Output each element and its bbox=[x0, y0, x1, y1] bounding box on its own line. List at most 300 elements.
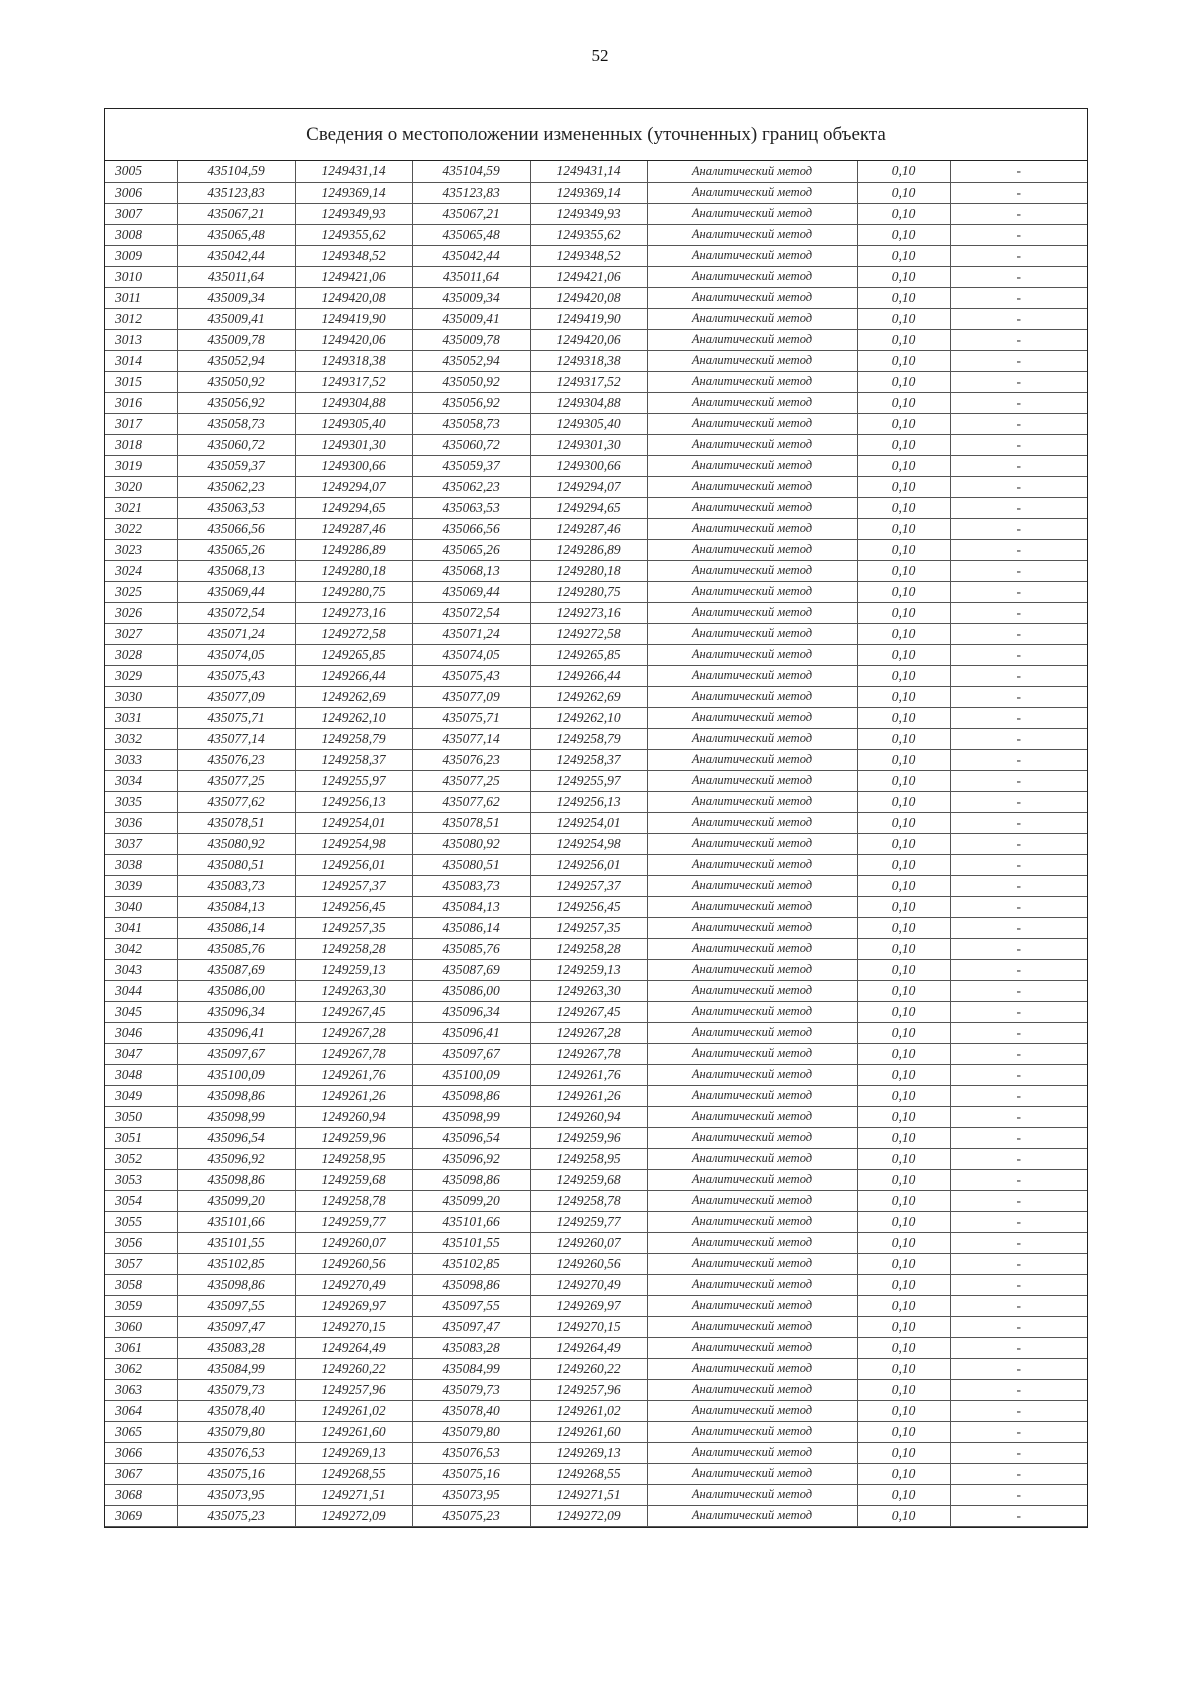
y-old-cell: 1249317,52 bbox=[295, 371, 412, 392]
note-cell: - bbox=[950, 497, 1087, 518]
table-row bbox=[105, 749, 1087, 770]
y-new-cell: 1249304,88 bbox=[530, 392, 647, 413]
y-old-cell: 1249294,65 bbox=[295, 497, 412, 518]
x-old-cell: 435058,73 bbox=[177, 413, 295, 434]
note-cell: - bbox=[950, 1253, 1087, 1274]
y-new-cell: 1249265,85 bbox=[530, 644, 647, 665]
note-cell: - bbox=[950, 1043, 1087, 1064]
table-row bbox=[105, 203, 1087, 224]
page-number: 52 bbox=[591, 46, 609, 65]
method-cell: Аналитический метод bbox=[647, 1022, 857, 1043]
x-old-cell: 435009,34 bbox=[177, 287, 295, 308]
method-cell: Аналитический метод bbox=[647, 224, 857, 245]
y-new-cell: 1249420,08 bbox=[530, 287, 647, 308]
note-cell: - bbox=[950, 350, 1087, 371]
x-old-cell: 435059,37 bbox=[177, 455, 295, 476]
y-old-cell: 1249258,28 bbox=[295, 938, 412, 959]
point-number-cell: 3054 bbox=[105, 1190, 177, 1211]
accuracy-cell: 0,10 bbox=[857, 1232, 950, 1253]
note-cell: - bbox=[950, 434, 1087, 455]
y-old-cell: 1249271,51 bbox=[295, 1484, 412, 1505]
note-cell: - bbox=[950, 749, 1087, 770]
x-new-cell: 435098,99 bbox=[412, 1106, 530, 1127]
y-old-cell: 1249260,94 bbox=[295, 1106, 412, 1127]
point-number-cell: 3009 bbox=[105, 245, 177, 266]
y-new-cell: 1249287,46 bbox=[530, 518, 647, 539]
y-old-cell: 1249369,14 bbox=[295, 182, 412, 203]
note-cell: - bbox=[950, 539, 1087, 560]
x-old-cell: 435050,92 bbox=[177, 371, 295, 392]
x-new-cell: 435083,73 bbox=[412, 875, 530, 896]
x-new-cell: 435078,51 bbox=[412, 812, 530, 833]
x-old-cell: 435073,95 bbox=[177, 1484, 295, 1505]
table-row bbox=[105, 350, 1087, 371]
x-old-cell: 435075,71 bbox=[177, 707, 295, 728]
x-old-cell: 435075,16 bbox=[177, 1463, 295, 1484]
y-new-cell: 1249261,76 bbox=[530, 1064, 647, 1085]
x-old-cell: 435063,53 bbox=[177, 497, 295, 518]
table-row bbox=[105, 413, 1087, 434]
table-row bbox=[105, 1064, 1087, 1085]
y-old-cell: 1249420,06 bbox=[295, 329, 412, 350]
table-row bbox=[105, 812, 1087, 833]
table-row bbox=[105, 476, 1087, 497]
y-old-cell: 1249259,96 bbox=[295, 1127, 412, 1148]
x-old-cell: 435087,69 bbox=[177, 959, 295, 980]
note-cell: - bbox=[950, 203, 1087, 224]
y-new-cell: 1249270,15 bbox=[530, 1316, 647, 1337]
y-old-cell: 1249419,90 bbox=[295, 308, 412, 329]
note-cell: - bbox=[950, 1085, 1087, 1106]
y-old-cell: 1249280,18 bbox=[295, 560, 412, 581]
x-new-cell: 435096,92 bbox=[412, 1148, 530, 1169]
x-old-cell: 435069,44 bbox=[177, 581, 295, 602]
method-cell: Аналитический метод bbox=[647, 1169, 857, 1190]
point-number-cell: 3063 bbox=[105, 1379, 177, 1400]
method-cell: Аналитический метод bbox=[647, 1463, 857, 1484]
x-old-cell: 435079,80 bbox=[177, 1421, 295, 1442]
y-old-cell: 1249259,77 bbox=[295, 1211, 412, 1232]
y-new-cell: 1249301,30 bbox=[530, 434, 647, 455]
x-new-cell: 435042,44 bbox=[412, 245, 530, 266]
table-row bbox=[105, 917, 1087, 938]
y-new-cell: 1249267,28 bbox=[530, 1022, 647, 1043]
x-old-cell: 435101,66 bbox=[177, 1211, 295, 1232]
method-cell: Аналитический метод bbox=[647, 539, 857, 560]
table-row bbox=[105, 770, 1087, 791]
point-number-cell: 3043 bbox=[105, 959, 177, 980]
x-new-cell: 435098,86 bbox=[412, 1085, 530, 1106]
method-cell: Аналитический метод bbox=[647, 749, 857, 770]
table-row bbox=[105, 1211, 1087, 1232]
method-cell: Аналитический метод bbox=[647, 686, 857, 707]
y-new-cell: 1249317,52 bbox=[530, 371, 647, 392]
y-old-cell: 1249258,37 bbox=[295, 749, 412, 770]
x-old-cell: 435098,86 bbox=[177, 1085, 295, 1106]
accuracy-cell: 0,10 bbox=[857, 1274, 950, 1295]
point-number-cell: 3007 bbox=[105, 203, 177, 224]
x-old-cell: 435086,00 bbox=[177, 980, 295, 1001]
point-number-cell: 3032 bbox=[105, 728, 177, 749]
point-number-cell: 3048 bbox=[105, 1064, 177, 1085]
y-old-cell: 1249268,55 bbox=[295, 1463, 412, 1484]
note-cell: - bbox=[950, 833, 1087, 854]
method-cell: Аналитический метод bbox=[647, 581, 857, 602]
y-new-cell: 1249272,58 bbox=[530, 623, 647, 644]
x-new-cell: 435067,21 bbox=[412, 203, 530, 224]
method-cell: Аналитический метод bbox=[647, 1295, 857, 1316]
y-new-cell: 1249260,07 bbox=[530, 1232, 647, 1253]
x-new-cell: 435086,14 bbox=[412, 917, 530, 938]
accuracy-cell: 0,10 bbox=[857, 1463, 950, 1484]
y-new-cell: 1249280,75 bbox=[530, 581, 647, 602]
note-cell: - bbox=[950, 1295, 1087, 1316]
note-cell: - bbox=[950, 371, 1087, 392]
y-old-cell: 1249286,89 bbox=[295, 539, 412, 560]
table-row bbox=[105, 938, 1087, 959]
accuracy-cell: 0,10 bbox=[857, 665, 950, 686]
y-new-cell: 1249257,96 bbox=[530, 1379, 647, 1400]
note-cell: - bbox=[950, 728, 1087, 749]
note-cell: - bbox=[950, 161, 1087, 182]
y-old-cell: 1249257,35 bbox=[295, 917, 412, 938]
table-row bbox=[105, 1358, 1087, 1379]
accuracy-cell: 0,10 bbox=[857, 644, 950, 665]
point-number-cell: 3020 bbox=[105, 476, 177, 497]
point-number-cell: 3062 bbox=[105, 1358, 177, 1379]
table-row bbox=[105, 392, 1087, 413]
x-new-cell: 435077,14 bbox=[412, 728, 530, 749]
point-number-cell: 3030 bbox=[105, 686, 177, 707]
note-cell: - bbox=[950, 1001, 1087, 1022]
x-old-cell: 435062,23 bbox=[177, 476, 295, 497]
accuracy-cell: 0,10 bbox=[857, 1127, 950, 1148]
point-number-cell: 3016 bbox=[105, 392, 177, 413]
method-cell: Аналитический метод bbox=[647, 455, 857, 476]
x-old-cell: 435080,51 bbox=[177, 854, 295, 875]
point-number-cell: 3042 bbox=[105, 938, 177, 959]
y-old-cell: 1249261,26 bbox=[295, 1085, 412, 1106]
note-cell: - bbox=[950, 1148, 1087, 1169]
method-cell: Аналитический метод bbox=[647, 1190, 857, 1211]
accuracy-cell: 0,10 bbox=[857, 161, 950, 182]
y-old-cell: 1249300,66 bbox=[295, 455, 412, 476]
x-new-cell: 435011,64 bbox=[412, 266, 530, 287]
x-old-cell: 435060,72 bbox=[177, 434, 295, 455]
note-cell: - bbox=[950, 476, 1087, 497]
table-row bbox=[105, 434, 1087, 455]
table-row bbox=[105, 1148, 1087, 1169]
x-old-cell: 435078,51 bbox=[177, 812, 295, 833]
y-new-cell: 1249272,09 bbox=[530, 1505, 647, 1526]
method-cell: Аналитический метод bbox=[647, 644, 857, 665]
accuracy-cell: 0,10 bbox=[857, 203, 950, 224]
point-number-cell: 3036 bbox=[105, 812, 177, 833]
x-new-cell: 435065,26 bbox=[412, 539, 530, 560]
method-cell: Аналитический метод bbox=[647, 476, 857, 497]
method-cell: Аналитический метод bbox=[647, 1505, 857, 1526]
x-new-cell: 435098,86 bbox=[412, 1274, 530, 1295]
y-new-cell: 1249261,60 bbox=[530, 1421, 647, 1442]
point-number-cell: 3022 bbox=[105, 518, 177, 539]
x-old-cell: 435074,05 bbox=[177, 644, 295, 665]
point-number-cell: 3049 bbox=[105, 1085, 177, 1106]
accuracy-cell: 0,10 bbox=[857, 1085, 950, 1106]
table-row bbox=[105, 1484, 1087, 1505]
boundary-table bbox=[104, 108, 1088, 1528]
x-old-cell: 435097,55 bbox=[177, 1295, 295, 1316]
x-old-cell: 435077,25 bbox=[177, 770, 295, 791]
note-cell: - bbox=[950, 1022, 1087, 1043]
x-old-cell: 435076,53 bbox=[177, 1442, 295, 1463]
point-number-cell: 3024 bbox=[105, 560, 177, 581]
x-old-cell: 435098,99 bbox=[177, 1106, 295, 1127]
note-cell: - bbox=[950, 1379, 1087, 1400]
method-cell: Аналитический метод bbox=[647, 875, 857, 896]
accuracy-cell: 0,10 bbox=[857, 182, 950, 203]
point-number-cell: 3044 bbox=[105, 980, 177, 1001]
x-old-cell: 435072,54 bbox=[177, 602, 295, 623]
x-old-cell: 435084,13 bbox=[177, 896, 295, 917]
x-new-cell: 435101,66 bbox=[412, 1211, 530, 1232]
x-new-cell: 435080,92 bbox=[412, 833, 530, 854]
point-number-cell: 3055 bbox=[105, 1211, 177, 1232]
point-number-cell: 3029 bbox=[105, 665, 177, 686]
table-row bbox=[105, 245, 1087, 266]
y-old-cell: 1249280,75 bbox=[295, 581, 412, 602]
method-cell: Аналитический метод bbox=[647, 371, 857, 392]
accuracy-cell: 0,10 bbox=[857, 1022, 950, 1043]
accuracy-cell: 0,10 bbox=[857, 875, 950, 896]
note-cell: - bbox=[950, 1169, 1087, 1190]
x-old-cell: 435009,78 bbox=[177, 329, 295, 350]
accuracy-cell: 0,10 bbox=[857, 1001, 950, 1022]
point-number-cell: 3034 bbox=[105, 770, 177, 791]
x-old-cell: 435079,73 bbox=[177, 1379, 295, 1400]
accuracy-cell: 0,10 bbox=[857, 1211, 950, 1232]
point-number-cell: 3014 bbox=[105, 350, 177, 371]
y-new-cell: 1249258,79 bbox=[530, 728, 647, 749]
table-row bbox=[105, 686, 1087, 707]
y-new-cell: 1249431,14 bbox=[530, 161, 647, 182]
x-old-cell: 435102,85 bbox=[177, 1253, 295, 1274]
note-cell: - bbox=[950, 917, 1087, 938]
x-new-cell: 435084,99 bbox=[412, 1358, 530, 1379]
y-old-cell: 1249256,01 bbox=[295, 854, 412, 875]
y-new-cell: 1249348,52 bbox=[530, 245, 647, 266]
method-cell: Аналитический метод bbox=[647, 1127, 857, 1148]
y-old-cell: 1249305,40 bbox=[295, 413, 412, 434]
x-old-cell: 435097,67 bbox=[177, 1043, 295, 1064]
method-cell: Аналитический метод bbox=[647, 287, 857, 308]
accuracy-cell: 0,10 bbox=[857, 749, 950, 770]
y-new-cell: 1249256,01 bbox=[530, 854, 647, 875]
note-cell: - bbox=[950, 455, 1087, 476]
x-new-cell: 435074,05 bbox=[412, 644, 530, 665]
point-number-cell: 3053 bbox=[105, 1169, 177, 1190]
accuracy-cell: 0,10 bbox=[857, 245, 950, 266]
point-number-cell: 3027 bbox=[105, 623, 177, 644]
y-new-cell: 1249256,13 bbox=[530, 791, 647, 812]
accuracy-cell: 0,10 bbox=[857, 1190, 950, 1211]
point-number-cell: 3060 bbox=[105, 1316, 177, 1337]
x-new-cell: 435077,62 bbox=[412, 791, 530, 812]
point-number-cell: 3023 bbox=[105, 539, 177, 560]
x-old-cell: 435077,14 bbox=[177, 728, 295, 749]
method-cell: Аналитический метод bbox=[647, 1379, 857, 1400]
y-new-cell: 1249258,95 bbox=[530, 1148, 647, 1169]
y-old-cell: 1249256,45 bbox=[295, 896, 412, 917]
accuracy-cell: 0,10 bbox=[857, 224, 950, 245]
x-old-cell: 435096,54 bbox=[177, 1127, 295, 1148]
accuracy-cell: 0,10 bbox=[857, 581, 950, 602]
x-new-cell: 435085,76 bbox=[412, 938, 530, 959]
y-old-cell: 1249318,38 bbox=[295, 350, 412, 371]
point-number-cell: 3059 bbox=[105, 1295, 177, 1316]
table-row bbox=[105, 1001, 1087, 1022]
accuracy-cell: 0,10 bbox=[857, 791, 950, 812]
x-new-cell: 435075,71 bbox=[412, 707, 530, 728]
x-new-cell: 435097,67 bbox=[412, 1043, 530, 1064]
y-old-cell: 1249270,15 bbox=[295, 1316, 412, 1337]
x-new-cell: 435072,54 bbox=[412, 602, 530, 623]
y-new-cell: 1249257,37 bbox=[530, 875, 647, 896]
accuracy-cell: 0,10 bbox=[857, 1064, 950, 1085]
x-old-cell: 435099,20 bbox=[177, 1190, 295, 1211]
method-cell: Аналитический метод bbox=[647, 1253, 857, 1274]
point-number-cell: 3025 bbox=[105, 581, 177, 602]
y-old-cell: 1249258,79 bbox=[295, 728, 412, 749]
accuracy-cell: 0,10 bbox=[857, 1421, 950, 1442]
method-cell: Аналитический метод bbox=[647, 1484, 857, 1505]
y-new-cell: 1249421,06 bbox=[530, 266, 647, 287]
method-cell: Аналитический метод bbox=[647, 434, 857, 455]
table-row bbox=[105, 560, 1087, 581]
note-cell: - bbox=[950, 770, 1087, 791]
table-row bbox=[105, 1295, 1087, 1316]
accuracy-cell: 0,10 bbox=[857, 497, 950, 518]
y-new-cell: 1249420,06 bbox=[530, 329, 647, 350]
y-old-cell: 1249287,46 bbox=[295, 518, 412, 539]
x-new-cell: 435065,48 bbox=[412, 224, 530, 245]
table-row bbox=[105, 539, 1087, 560]
method-cell: Аналитический метод bbox=[647, 980, 857, 1001]
note-cell: - bbox=[950, 1190, 1087, 1211]
y-new-cell: 1249267,78 bbox=[530, 1043, 647, 1064]
y-old-cell: 1249431,14 bbox=[295, 161, 412, 182]
y-old-cell: 1249269,13 bbox=[295, 1442, 412, 1463]
y-new-cell: 1249286,89 bbox=[530, 539, 647, 560]
table-row bbox=[105, 665, 1087, 686]
accuracy-cell: 0,10 bbox=[857, 308, 950, 329]
accuracy-cell: 0,10 bbox=[857, 686, 950, 707]
x-new-cell: 435009,34 bbox=[412, 287, 530, 308]
x-new-cell: 435123,83 bbox=[412, 182, 530, 203]
y-old-cell: 1249273,16 bbox=[295, 602, 412, 623]
x-new-cell: 435068,13 bbox=[412, 560, 530, 581]
y-old-cell: 1249261,02 bbox=[295, 1400, 412, 1421]
x-new-cell: 435075,16 bbox=[412, 1463, 530, 1484]
point-number-cell: 3061 bbox=[105, 1337, 177, 1358]
point-number-cell: 3008 bbox=[105, 224, 177, 245]
y-new-cell: 1249258,28 bbox=[530, 938, 647, 959]
accuracy-cell: 0,10 bbox=[857, 917, 950, 938]
y-old-cell: 1249420,08 bbox=[295, 287, 412, 308]
x-old-cell: 435123,83 bbox=[177, 182, 295, 203]
y-old-cell: 1249262,69 bbox=[295, 686, 412, 707]
y-new-cell: 1249258,37 bbox=[530, 749, 647, 770]
point-number-cell: 3026 bbox=[105, 602, 177, 623]
x-new-cell: 435086,00 bbox=[412, 980, 530, 1001]
table-row bbox=[105, 791, 1087, 812]
y-old-cell: 1249261,76 bbox=[295, 1064, 412, 1085]
y-new-cell: 1249259,13 bbox=[530, 959, 647, 980]
note-cell: - bbox=[950, 1211, 1087, 1232]
table-row bbox=[105, 896, 1087, 917]
note-cell: - bbox=[950, 1505, 1087, 1526]
method-cell: Аналитический метод bbox=[647, 728, 857, 749]
method-cell: Аналитический метод bbox=[647, 413, 857, 434]
accuracy-cell: 0,10 bbox=[857, 896, 950, 917]
method-cell: Аналитический метод bbox=[647, 1337, 857, 1358]
y-new-cell: 1249369,14 bbox=[530, 182, 647, 203]
method-cell: Аналитический метод bbox=[647, 560, 857, 581]
accuracy-cell: 0,10 bbox=[857, 413, 950, 434]
note-cell: - bbox=[950, 392, 1087, 413]
accuracy-cell: 0,10 bbox=[857, 1316, 950, 1337]
accuracy-cell: 0,10 bbox=[857, 434, 950, 455]
point-number-cell: 3050 bbox=[105, 1106, 177, 1127]
x-new-cell: 435096,54 bbox=[412, 1127, 530, 1148]
y-old-cell: 1249260,07 bbox=[295, 1232, 412, 1253]
x-old-cell: 435078,40 bbox=[177, 1400, 295, 1421]
y-old-cell: 1249258,95 bbox=[295, 1148, 412, 1169]
x-old-cell: 435071,24 bbox=[177, 623, 295, 644]
method-cell: Аналитический метод bbox=[647, 602, 857, 623]
method-cell: Аналитический метод bbox=[647, 308, 857, 329]
x-old-cell: 435100,09 bbox=[177, 1064, 295, 1085]
note-cell: - bbox=[950, 1274, 1087, 1295]
method-cell: Аналитический метод bbox=[647, 1085, 857, 1106]
point-number-cell: 3039 bbox=[105, 875, 177, 896]
note-cell: - bbox=[950, 1316, 1087, 1337]
table-row bbox=[105, 182, 1087, 203]
point-number-cell: 3010 bbox=[105, 266, 177, 287]
y-new-cell: 1249260,56 bbox=[530, 1253, 647, 1274]
x-old-cell: 435052,94 bbox=[177, 350, 295, 371]
note-cell: - bbox=[950, 287, 1087, 308]
y-old-cell: 1249261,60 bbox=[295, 1421, 412, 1442]
x-old-cell: 435098,86 bbox=[177, 1169, 295, 1190]
x-new-cell: 435050,92 bbox=[412, 371, 530, 392]
accuracy-cell: 0,10 bbox=[857, 476, 950, 497]
x-new-cell: 435075,43 bbox=[412, 665, 530, 686]
accuracy-cell: 0,10 bbox=[857, 1484, 950, 1505]
method-cell: Аналитический метод bbox=[647, 1211, 857, 1232]
table-row bbox=[105, 497, 1087, 518]
accuracy-cell: 0,10 bbox=[857, 812, 950, 833]
y-old-cell: 1249257,96 bbox=[295, 1379, 412, 1400]
note-cell: - bbox=[950, 644, 1087, 665]
point-number-cell: 3017 bbox=[105, 413, 177, 434]
table-row bbox=[105, 959, 1087, 980]
point-number-cell: 3057 bbox=[105, 1253, 177, 1274]
y-new-cell: 1249258,78 bbox=[530, 1190, 647, 1211]
x-new-cell: 435084,13 bbox=[412, 896, 530, 917]
accuracy-cell: 0,10 bbox=[857, 1295, 950, 1316]
table-row bbox=[105, 329, 1087, 350]
y-new-cell: 1249269,13 bbox=[530, 1442, 647, 1463]
